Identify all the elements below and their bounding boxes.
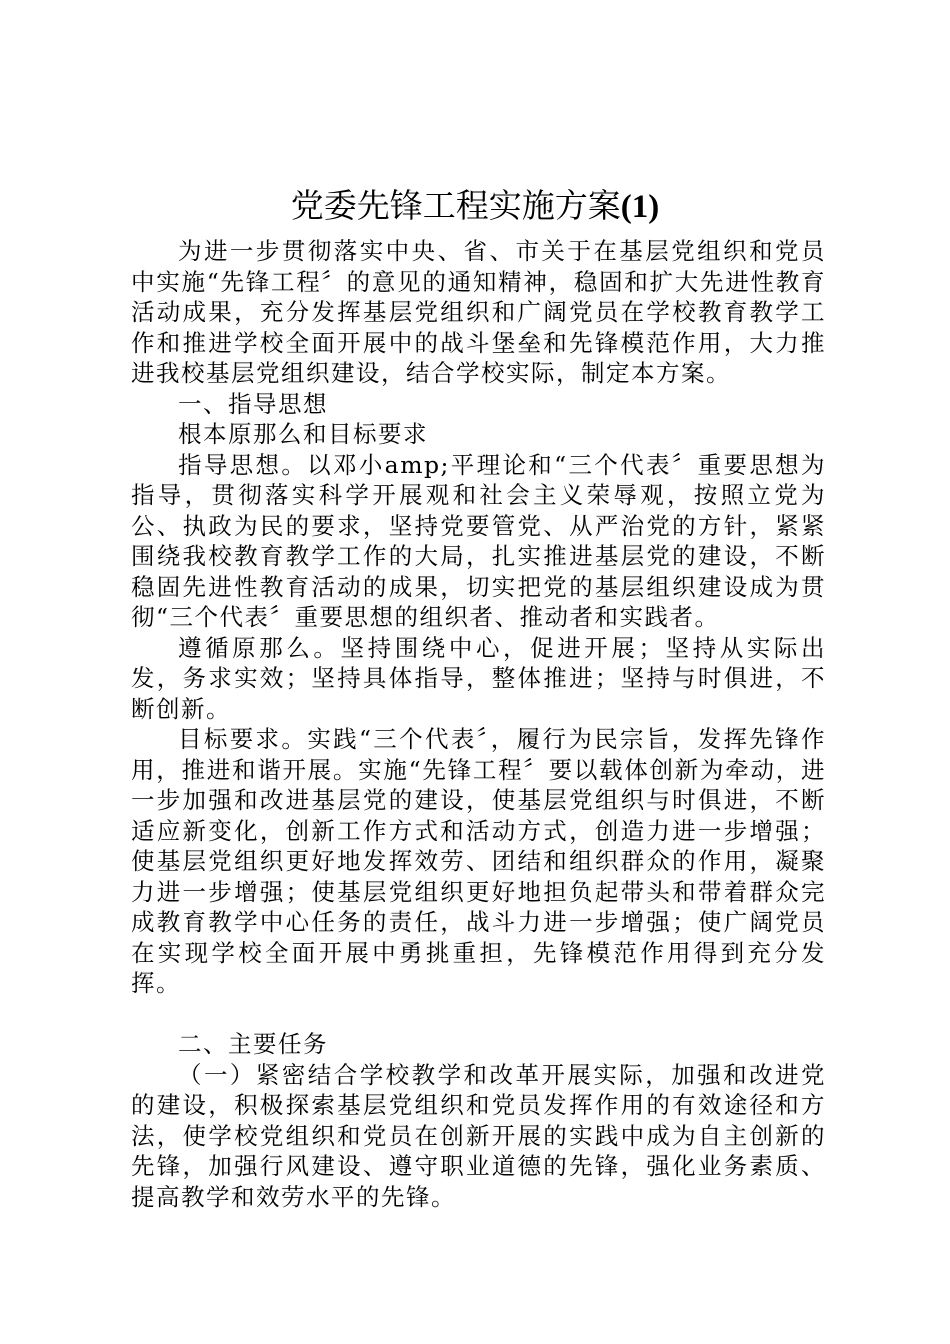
section-heading-guiding-ideology: 一、指导思想 [178,389,328,418]
section-heading-main-tasks: 二、主要任务 [178,1030,328,1058]
paragraph-guiding-ideology: 指导思想。以邓小amp;平理论和“三个代表〞重要思想为指导，贯彻落实科学开展观和社会主义荣辱观，按照立党为公、执政为民的要求，坚持党要管党、从严治党的方针，紧紧围绕我校教育教学工作的大局，扎实推进基层党的建设，不断稳固先进性教育活动的成果，切实把党的基层组织建设成为贯彻“三个代表〞重要思想的组织者、推动者和实践者。 [131,450,826,631]
document-body [131,236,826,1212]
paragraph-goals: 目标要求。实践“三个代表〞，履行为民宗旨，发挥先锋作用，推进和谐开展。实施“先锋工程〞要以载体创新为牵动，进一步加强和改进基层党的建设，使基层党组织与时俱进，不断适应新变化，创新工作方式和活动方式，创造力进一步增强；使基层党组织更好地发挥效劳、团结和组织群众的作用，凝聚力进一步增强；使基层党组织更好地担负起带头和带着群众完成教育教学中心任务的责任，战斗力进一步增强；使广阔党员在实现学校全面开展中勇挑重担，先锋模范作用得到充分发挥。 [131,725,826,997]
document-title [0,184,950,229]
title-suffix: (1) [620,189,660,225]
title-main: 党委先锋工程实施方案 [290,186,621,225]
subheading-principles-goals: 根本原那么和目标要求 [178,420,428,448]
paragraph-principles: 遵循原那么。坚持围绕中心，促进开展；坚持从实际出发，务求实效；坚持具体指导，整体推进；坚持与时俱进，不断创新。 [131,633,826,723]
paragraph-task-one: （一）紧密结合学校教学和改革开展实际，加强和改进党的建设，积极探索基层党组织和党员发挥作用的有效途径和方法，使学校党组织和党员在创新开展的实践中成为自主创新的先锋，加强行风建设、遵守职业道德的先锋，强化业务素质、提高教学和效劳水平的先锋。 [131,1060,826,1211]
intro-paragraph: 为进一步贯彻落实中央、省、市关于在基层党组织和党员中实施“先锋工程〞的意见的通知精神，稳固和扩大先进性教育活动成果，充分发挥基层党组织和广阔党员在学校教育教学工作和推进学校全面开展中的战斗堡垒和先锋模范作用，大力推进我校基层党组织建设，结合学校实际，制定本方案。 [131,237,826,387]
